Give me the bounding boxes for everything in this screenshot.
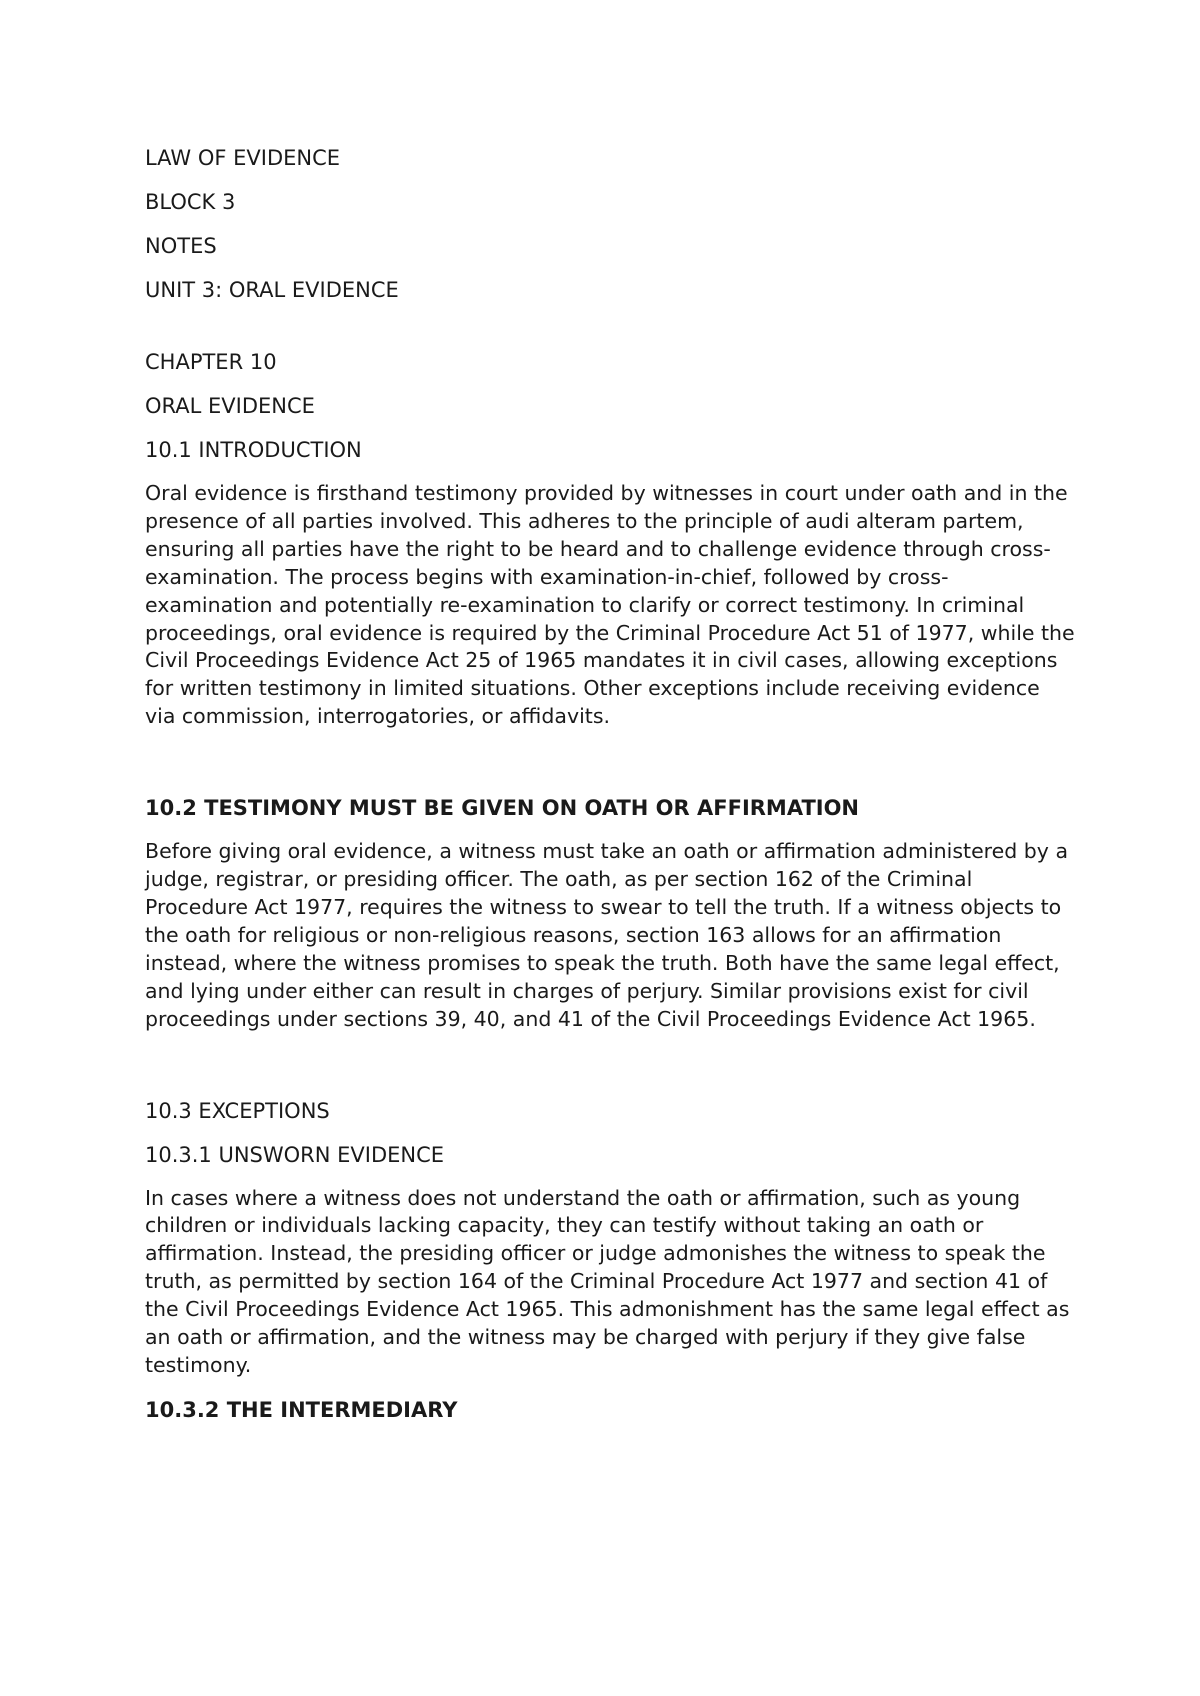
course-title: LAW OF EVIDENCE — [145, 146, 341, 170]
section-body-intro: Oral evidence is firsthand testimony provided by witnesses in court under oath and in the presence of all parties involved. This adheres to the principle of audi alteram partem, ensuring all parties have the right to be heard and to challenge evidence through cross-examination. The process begins with examination-in-chief, followed by cross-examination and potentially re-examination to clarify or correct testimony. In criminal proceedings, oral evidence is required by the Criminal Procedure Act 51 of 1977, while the Civil Proceedings Evidence Act 25 of 1965 mandates it in civil cases, allowing exceptions for written testimony in limited situations. Other exceptions include receiving evidence via commission, interrogatories, or affidavits. — [145, 481, 1075, 729]
subsection-heading-intermediary: 10.3.2 THE INTERMEDIARY — [145, 1397, 458, 1422]
section-heading-exceptions: 10.3 EXCEPTIONS — [145, 1098, 330, 1123]
chapter-number: CHAPTER 10 — [145, 350, 277, 374]
notes-label: NOTES — [145, 234, 217, 258]
section-body-oath: Before giving oral evidence, a witness must take an oath or affirmation administered by a judge, registrar, or presiding officer. The oath, as per section 162 of the Criminal Procedure Act 1977, requires the witness to swear to tell the truth. If a witness objects to the oath for religious or non-religious reasons, section 163 allows for an affirmation instead, where the witness promises to speak the truth. Both have the same legal effect, and lying under either can result in charges of perjury. Similar provisions exist for civil proceedings under sections 39, 40, and 41 of the Civil Proceedings Evidence Act 1965. — [145, 839, 1069, 1031]
subsection-body-unsworn: In cases where a witness does not understand the oath or affirmation, such as young children or individuals lacking capacity, they can testify without taking an oath or affirmation. Instead, the presiding officer or judge admonishes the witness to speak the truth, as permitted by section 164 of the Criminal Procedure Act 1977 and section 41 of the Civil Proceedings Evidence Act 1965. This admonishment has the same legal effect as an oath or affirmation, and the witness may be charged with perjury if they give false testimony. — [145, 1185, 1070, 1377]
subsection-heading-unsworn: 10.3.1 UNSWORN EVIDENCE — [145, 1142, 445, 1167]
document-page — [145, 144, 1075, 1424]
section-heading-intro: 10.1 INTRODUCTION — [145, 438, 362, 462]
unit-title: UNIT 3: ORAL EVIDENCE — [145, 278, 399, 302]
chapter-title: ORAL EVIDENCE — [145, 394, 315, 418]
block-label: BLOCK 3 — [145, 190, 236, 214]
section-heading-oath: 10.2 TESTIMONY MUST BE GIVEN ON OATH OR AFFIRMATION — [145, 796, 860, 821]
